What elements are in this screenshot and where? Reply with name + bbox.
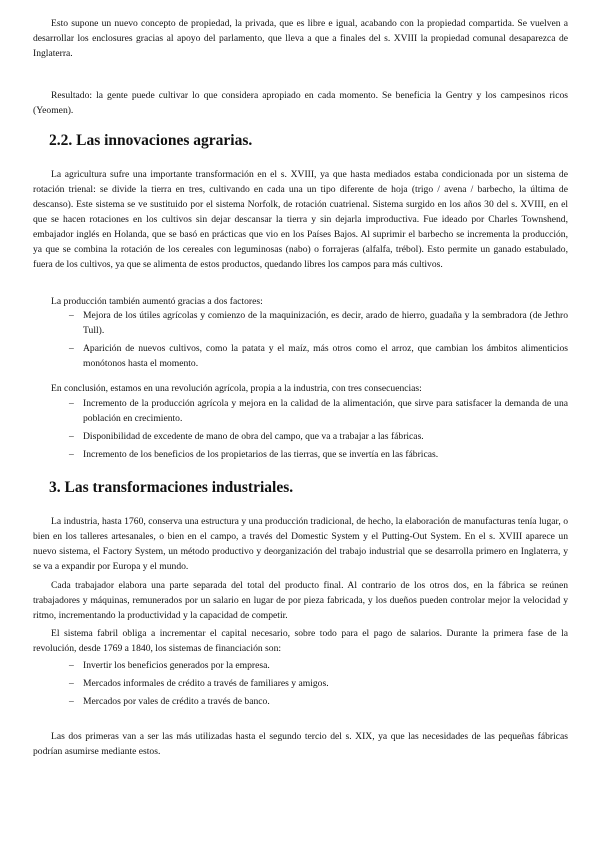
list-item	[33, 429, 568, 444]
list-item-text: Mejora de los útiles agrícolas y comienzo de la maquinización, es decir, arado de hierro, guadaña y la sembradora (de Jethro Tull).	[83, 310, 568, 336]
bullet-dash: –	[69, 696, 74, 707]
list-item-text: Aparición de nuevos cultivos, como la patata y el maíz, más otros como el arroz, que cambian los ámbitos alimenticios monótonos hasta el momento.	[83, 343, 568, 369]
list-production-factors	[33, 308, 568, 374]
list-item	[33, 447, 568, 462]
list-item-text: Mercados por vales de crédito a través de banco.	[83, 696, 270, 707]
bullet-dash: –	[69, 310, 74, 321]
list-item-text: Invertir los beneficios generados por la empresa.	[83, 660, 270, 671]
list-consequences	[33, 396, 568, 465]
bullet-dash: –	[69, 343, 74, 354]
paragraph-result: Resultado: la gente puede cultivar lo que considera apropiado en cada momento. Se beneficia la Gentry y los campesinos ricos (Yeomen).	[33, 90, 568, 116]
paragraph-first-two: Las dos primeras van a ser las más utilizadas hasta el segundo tercio del s. XIX, ya que las necesidades de las pequeñas fábricas podrían asumirse mediante estos.	[33, 731, 568, 757]
bullet-dash: –	[69, 660, 74, 671]
bullet-dash: –	[69, 398, 74, 409]
list-financing	[33, 658, 568, 712]
paragraph-private-property: Esto supone un nuevo concepto de propiedad, la privada, que es libre e igual, acabando con la propiedad compartida. Se vuelven a desarrollar los enclosures gracias al apoyo del parlamento, que lleva a que a finales del s. XVIII la propiedad comunal desaparezca de Inglaterra.	[33, 18, 568, 59]
list-item-text: Mercados informales de crédito a través de familiares y amigos.	[83, 678, 329, 689]
bullet-dash: –	[69, 431, 74, 442]
list-item	[33, 308, 568, 338]
paragraph-factory-system: El sistema fabril obliga a incrementar el capital necesario, sobre todo para el pago de salarios. Durante la primera fase de la revolución, desde 1769 a 1840, los sistemas de financiación son:	[33, 628, 568, 654]
bullet-dash: –	[69, 678, 74, 689]
list-item	[33, 694, 568, 709]
list-item-text: Incremento de los beneficios de los propietarios de las tierras, que se invertía en las fábricas.	[83, 449, 439, 460]
list-item-text: Disponibilidad de excedente de mano de obra del campo, que va a trabajar a las fábricas.	[83, 431, 424, 442]
paragraph-production-factors: La producción también aumentó gracias a dos factores:	[51, 296, 263, 307]
heading-industrial-transformations: 3. Las transformaciones industriales.	[49, 479, 294, 496]
list-item	[33, 658, 568, 673]
paragraph-conclusion: En conclusión, estamos en una revolución agrícola, propia a la industria, con tres consecuencias:	[51, 383, 422, 394]
paragraph-agriculture: La agricultura sufre una importante transformación en el s. XVIII, ya que hasta mediados estaba condicionada por un sistema de rotación trienal: se divide la tierra en tres, cultivando en cada una un tipo diferente de hoja (trigo / avena / barbecho, la última de descanso). Este sistema se ve sustituido por el sistema Norfolk, de rotación cuatrienal. Sistema surgido en los años 30 del s. XVIII, en el que se hacen rotaciones en los cultivos sin dejar descansar la tierra y sin dejarla improductiva. Fue ideado por Charles Townshend, embajador inglés en Holanda, que se basó en prácticas que vio en los Países Bajos. Al suprimir el barbecho se incrementa la producción, ya que se combina la rotación de los cereales con leguminosas (nabo) o forrajeras (alfalfa, trébol). Esto permite un ganado estabulado, fuera de los cultivos, ya que se alimenta de estos productos, quedando libres los campos para más cultivos.	[33, 169, 568, 270]
paragraph-industry: La industria, hasta 1760, conserva una estructura y una producción tradicional, de hecho, la elaboración de manufacturas tenía lugar, o bien en los talleres artesanales, o bien en el campo, a través del Domestic System y el Putting-Out System. En el s. XVIII aparece un nuevo sistema, el Factory System, un método productivo y deorganización del trabajo industrial que se desarrolla primero en Inglaterra, y se va a expandir por Europa y el mundo.	[33, 516, 568, 572]
bullet-dash: –	[69, 449, 74, 460]
list-item-text: Incremento de la producción agrícola y mejora en la calidad de la alimentación, que sirve para satisfacer la demanda de una población en crecimiento.	[83, 398, 568, 424]
paragraph-worker: Cada trabajador elabora una parte separada del total del producto final. Al contrario de los otros dos, en la fábrica se reúnen trabajadores y máquinas, remunerados por un salario en lugar de por pieza fabricada, y los dueños pueden controlar mejor la velocidad y ritmo, incrementando la productividad y la capacidad de competir.	[33, 580, 568, 621]
list-item	[33, 396, 568, 426]
list-item	[33, 341, 568, 371]
heading-agrarian-innovations: 2.2. Las innovaciones agrarias.	[49, 132, 253, 149]
list-item	[33, 676, 568, 691]
